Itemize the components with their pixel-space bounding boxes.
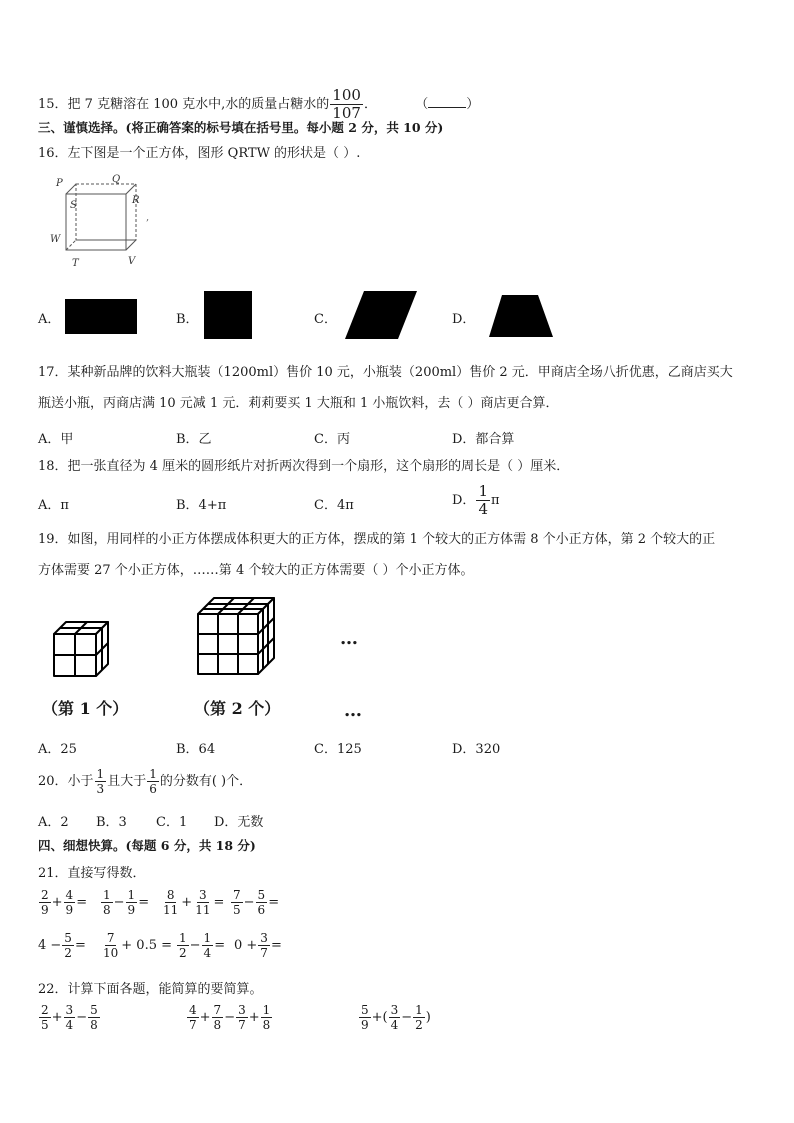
q19-caption-2: （第 2 个） <box>194 699 281 718</box>
q21-row-1-expr-2: $\frac{1}{8}$ − $\frac{1}{9}$ = <box>103 888 150 917</box>
q22-expr-1: $\frac{2}{5}$ + $\frac{3}{4}$ − $\frac{5}{8}$ <box>41 1003 98 1032</box>
question-18: 18．把一张直径为 4 厘米的圆形纸片对折两次得到一个扇形，这个扇形的周长是（ ）厘米． <box>38 459 570 474</box>
q21-row-2-expr-1: 4 − $\frac{5}{2}$ = <box>38 931 86 960</box>
question-22-title: 22．计算下面各题，能简算的要简算。 <box>38 982 263 997</box>
q19-option-a[interactable]: A．25 <box>38 742 77 757</box>
q21-row-2-expr-3: $\frac{1}{2}$ − $\frac{1}{4}$ = <box>179 931 226 960</box>
q17-option-d[interactable]: D．都合算 <box>452 432 515 447</box>
cube-3x3-figure <box>196 596 276 676</box>
q19-option-d[interactable]: D．320 <box>452 742 501 757</box>
q19-option-b[interactable]: B．64 <box>176 742 216 757</box>
question-16: 16．左下图是一个正方体，图形 QRTW 的形状是（ ）. <box>38 146 361 161</box>
q15-answer-blank[interactable]: （ ） <box>415 97 480 112</box>
q16-option-d[interactable]: D． <box>452 312 476 327</box>
question-19-line-1: 19．如图，用同样的小正方体摆成体积更大的正方体，摆成的第 1 个较大的正方体需 8 个小正方体，第 2 个较大的正 <box>38 532 716 547</box>
q21-row-2-expr-4: 0 + $\frac{3}{7}$ = <box>234 931 282 960</box>
cube-figure <box>46 172 158 272</box>
q16-option-a[interactable]: A． <box>38 312 61 327</box>
trapezoid-shape <box>488 294 554 338</box>
q20-fraction-1: $\frac{1}{3}$ <box>96 767 105 796</box>
q18-option-b[interactable]: B．4+π <box>176 498 227 513</box>
q21-row-1-expr-1: $\frac{2}{9}$ + $\frac{4}{9}$ = <box>41 888 88 917</box>
q21-row-1-expr-4: $\frac{7}{5}$ − $\frac{5}{6}$ = <box>233 888 280 917</box>
cube-label-r: R <box>132 195 140 206</box>
svg-text:,: , <box>146 212 150 223</box>
q20-fraction-2: $\frac{1}{6}$ <box>149 767 157 796</box>
cube-label-t: T <box>72 258 79 269</box>
q18-option-d-fraction: $\frac{1}{4}$ <box>478 482 488 518</box>
q20-option-a[interactable]: A．2 <box>38 815 69 830</box>
question-19-line-2: 方体需要 27 个小正方体，……第 4 个较大的正方体需要（ ）个小正方体。 <box>38 563 474 578</box>
cube-label-q: Q <box>112 174 121 185</box>
q21-row-2-expr-2: $\frac{7}{10}$ + 0.5 = <box>103 931 173 960</box>
cube-label-w: W <box>50 234 61 245</box>
q21-row-1-expr-3: $\frac{8}{11}$ + $\frac{3}{11}$ = <box>163 888 225 917</box>
cube-label-s: S <box>70 200 77 211</box>
question-15: 15．把 7 克糖溶在 100 克水中,水的质量占糖水的 $\frac{100}{107}$ ． （ ） <box>38 86 480 122</box>
question-20: 20．小于 $\frac{1}{3}$ 且大于 $\frac{1}{6}$ 的分数有( )个． <box>38 767 253 796</box>
question-17-line-2: 瓶送小瓶，丙商店满 10 元减 1 元．莉莉要买 1 大瓶和 1 小瓶饮料，去（ ）商店更合算． <box>38 396 559 411</box>
parallelogram-shape <box>344 290 418 340</box>
q20-option-d[interactable]: D．无数 <box>214 815 264 830</box>
q19-dots-top: … <box>340 628 358 649</box>
section-3-title: 三、谨慎选择。(将正确答案的标号填在括号里。每小题 2 分，共 10 分) <box>38 120 444 135</box>
cube-label-p: P <box>56 178 63 189</box>
q15-text: 15．把 7 克糖溶在 100 克水中,水的质量占糖水的 <box>38 97 330 112</box>
q16-option-c[interactable]: C． <box>314 312 337 327</box>
q20-option-c[interactable]: C．1 <box>156 815 188 830</box>
q18-option-d[interactable]: D． $\frac{1}{4}$ π <box>452 482 500 518</box>
q22-expr-2: $\frac{4}{7}$ + $\frac{7}{8}$ − $\frac{3}{7}$ + $\frac{1}{8}$ <box>189 1003 271 1032</box>
q15-fraction: $\frac{100}{107}$ <box>332 86 361 122</box>
q22-expr-3: $\frac{5}{9}$ +( $\frac{3}{4}$ − $\frac{1}{2}$ ) <box>361 1003 431 1032</box>
q17-option-b[interactable]: B．乙 <box>176 432 212 447</box>
q17-option-a[interactable]: A．甲 <box>38 432 74 447</box>
q19-dots-bottom: … <box>344 700 362 721</box>
question-17-line-1: 17．某种新品牌的饮料大瓶装（1200ml）售价 10 元，小瓶装（200ml）售价 2 元．甲商店全场八折优惠，乙商店买大 <box>38 365 733 380</box>
cube-label-v: V <box>128 256 136 267</box>
section-4-title: 四、细想快算。(每题 6 分，共 18 分) <box>38 838 256 853</box>
square-shape <box>204 291 252 339</box>
q20-option-b[interactable]: B．3 <box>96 815 127 830</box>
q17-option-c[interactable]: C．丙 <box>314 432 350 447</box>
q16-option-b[interactable]: B． <box>176 312 199 327</box>
rectangle-shape <box>65 299 137 334</box>
q18-option-a[interactable]: A．π <box>38 498 69 513</box>
question-21-title: 21．直接写得数． <box>38 866 146 881</box>
q19-option-c[interactable]: C．125 <box>314 742 362 757</box>
q18-option-c[interactable]: C．4π <box>314 498 354 513</box>
cube-2x2-figure <box>52 620 112 678</box>
q19-caption-1: （第 1 个） <box>42 699 129 718</box>
